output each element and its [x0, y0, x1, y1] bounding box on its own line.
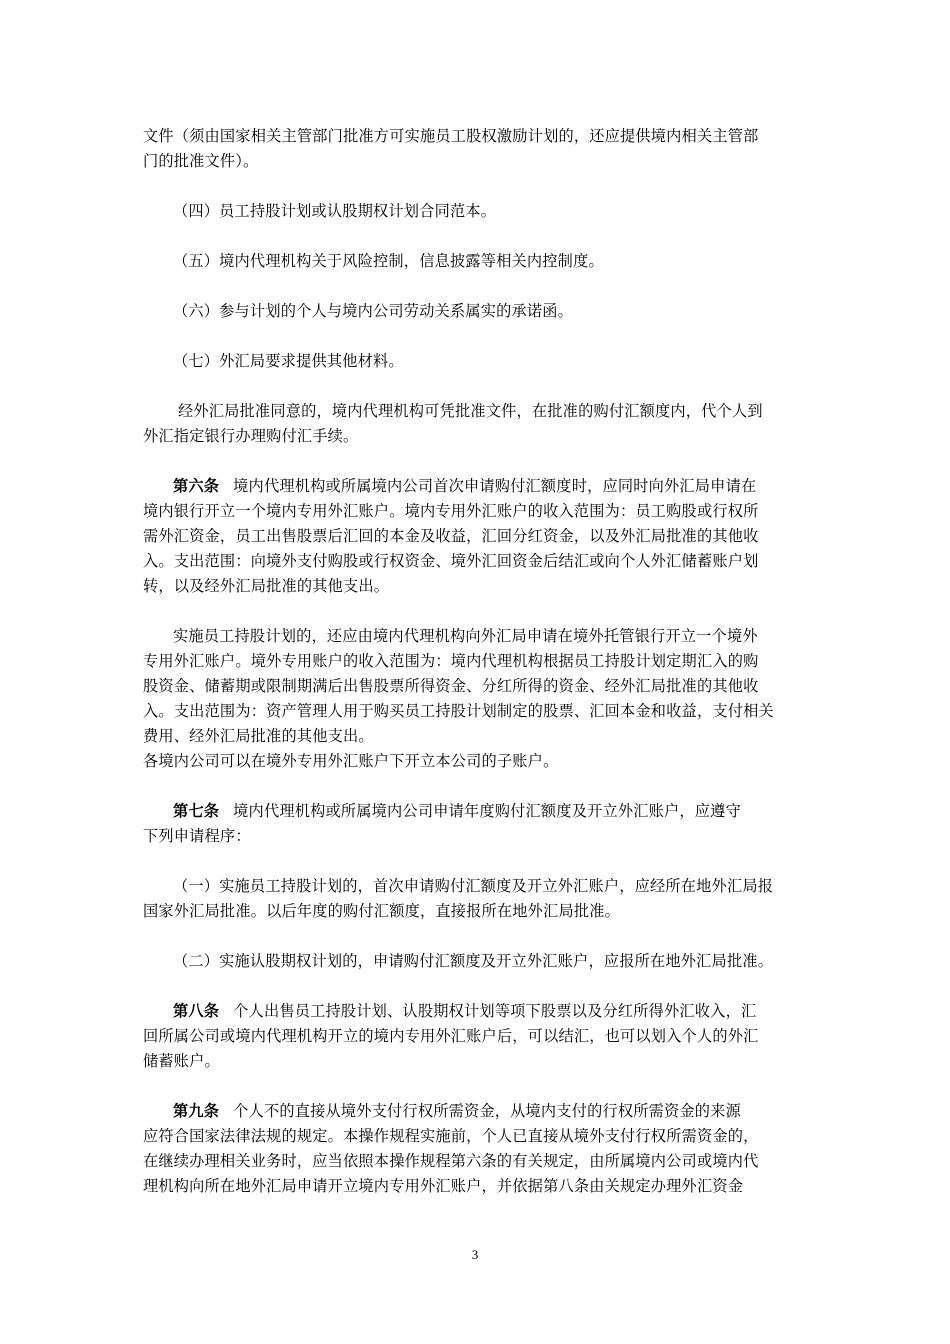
text-line: 下列申请程序：	[143, 827, 251, 845]
article-6-first-line	[173, 475, 843, 497]
article-9-title: 第九条	[173, 1102, 220, 1120]
article-9-first-line	[173, 1100, 843, 1122]
text-line: 储蓄账户。	[143, 1052, 220, 1070]
text-line: 股资金、储蓄期或限制期满后出售股票所得资金、分红所得的资金、经外汇局批准的其他收	[143, 677, 759, 695]
article-7-first-line	[173, 800, 843, 822]
article-7-title: 第七条	[173, 802, 220, 820]
text-line: 转，以及经外汇局批准的其他支出。	[143, 577, 390, 595]
text-line: 经外汇局批准同意的，境内代理机构可凭批准文件，在批准的购付汇额度内，代个人到	[178, 402, 763, 420]
text-line: 在继续办理相关业务时，应当依照本操作规程第六条的有关规定，由所属境内公司或境内代	[143, 1152, 759, 1170]
article-8-title: 第八条	[173, 1002, 220, 1020]
text-line: 回所属公司或境内代理机构开立的境内专用外汇账户后，可以结汇，也可以划入个人的外汇	[143, 1027, 759, 1045]
list-item-7: （七）外汇局要求提供其他材料。	[173, 352, 404, 370]
list-item-1: （一）实施员工持股计划的，首次申请购付汇额度及开立外汇账户，应经所在地外汇局报	[173, 877, 774, 895]
article-8-first-line	[173, 1000, 843, 1022]
text-line: 文件（须由国家相关主管部门批准方可实施员工股权激励计划的，还应提供境内相关主管部	[143, 127, 759, 145]
text-line: 国家外汇局批准。以后年度的购付汇额度，直接报所在地外汇局批准。	[143, 902, 621, 920]
text-line: 费用、经外汇局批准的其他支出。	[143, 727, 374, 745]
text-line: 外汇指定银行办理购付汇手续。	[143, 427, 359, 445]
list-item-6: （六）参与计划的个人与境内公司劳动关系属实的承诺函。	[173, 302, 574, 320]
page-number: 3	[471, 1247, 479, 1262]
article-8-text: 个人出售员工持股计划、认股期权计划等项下股票以及分红所得外汇收入，汇	[233, 1002, 757, 1020]
text-line: 入。支出范围为：资产管理人用于购买员工持股计划制定的股票、汇回本金和收益，支付相关	[143, 702, 774, 720]
list-item-5: （五）境内代理机构关于风险控制，信息披露等相关内控制度。	[173, 252, 604, 270]
article-7-text: 境内代理机构或所属境内公司申请年度购付汇额度及开立外汇账户，应遵守	[233, 802, 741, 820]
article-6-title: 第六条	[173, 477, 220, 495]
article-6-text: 境内代理机构或所属境内公司首次申请购付汇额度时，应同时向外汇局申请在	[233, 477, 757, 495]
text-line: 实施员工持股计划的，还应由境内代理机构向外汇局申请在境外托管银行开立一个境外	[173, 627, 758, 645]
list-item-2: （二）实施认股期权计划的，申请购付汇额度及开立外汇账户，应报所在地外汇局批准。	[173, 952, 774, 970]
text-line: 境内银行开立一个境内专用外汇账户。境内专用外汇账户的收入范围为：员工购股或行权所	[143, 502, 759, 520]
text-line: 专用外汇账户。境外专用账户的收入范围为：境内代理机构根据员工持股计划定期汇入的购	[143, 652, 759, 670]
text-line: 理机构向所在地外汇局申请开立境内专用外汇账户，并依据第八条由关规定办理外汇资金	[143, 1177, 744, 1195]
list-item-4: （四）员工持股计划或认股期权计划合同范本。	[173, 202, 497, 220]
text-line: 门的批准文件）。	[143, 152, 259, 170]
text-line: 各境内公司可以在境外专用外汇账户下开立本公司的子账户。	[143, 752, 559, 770]
text-line: 应符合国家法律法规的规定。本操作规程实施前，个人已直接从境外支付行权所需资金的，	[143, 1127, 759, 1145]
text-line: 入。支出范围：向境外支付购股或行权资金、境外汇回资金后结汇或向个人外汇储蓄账户划	[143, 552, 759, 570]
article-9-text: 个人不的直接从境外支付行权所需资金，从境内支付的行权所需资金的来源	[233, 1102, 741, 1120]
text-line: 需外汇资金，员工出售股票后汇回的本金及收益，汇回分红资金，以及外汇局批准的其他收	[143, 527, 759, 545]
